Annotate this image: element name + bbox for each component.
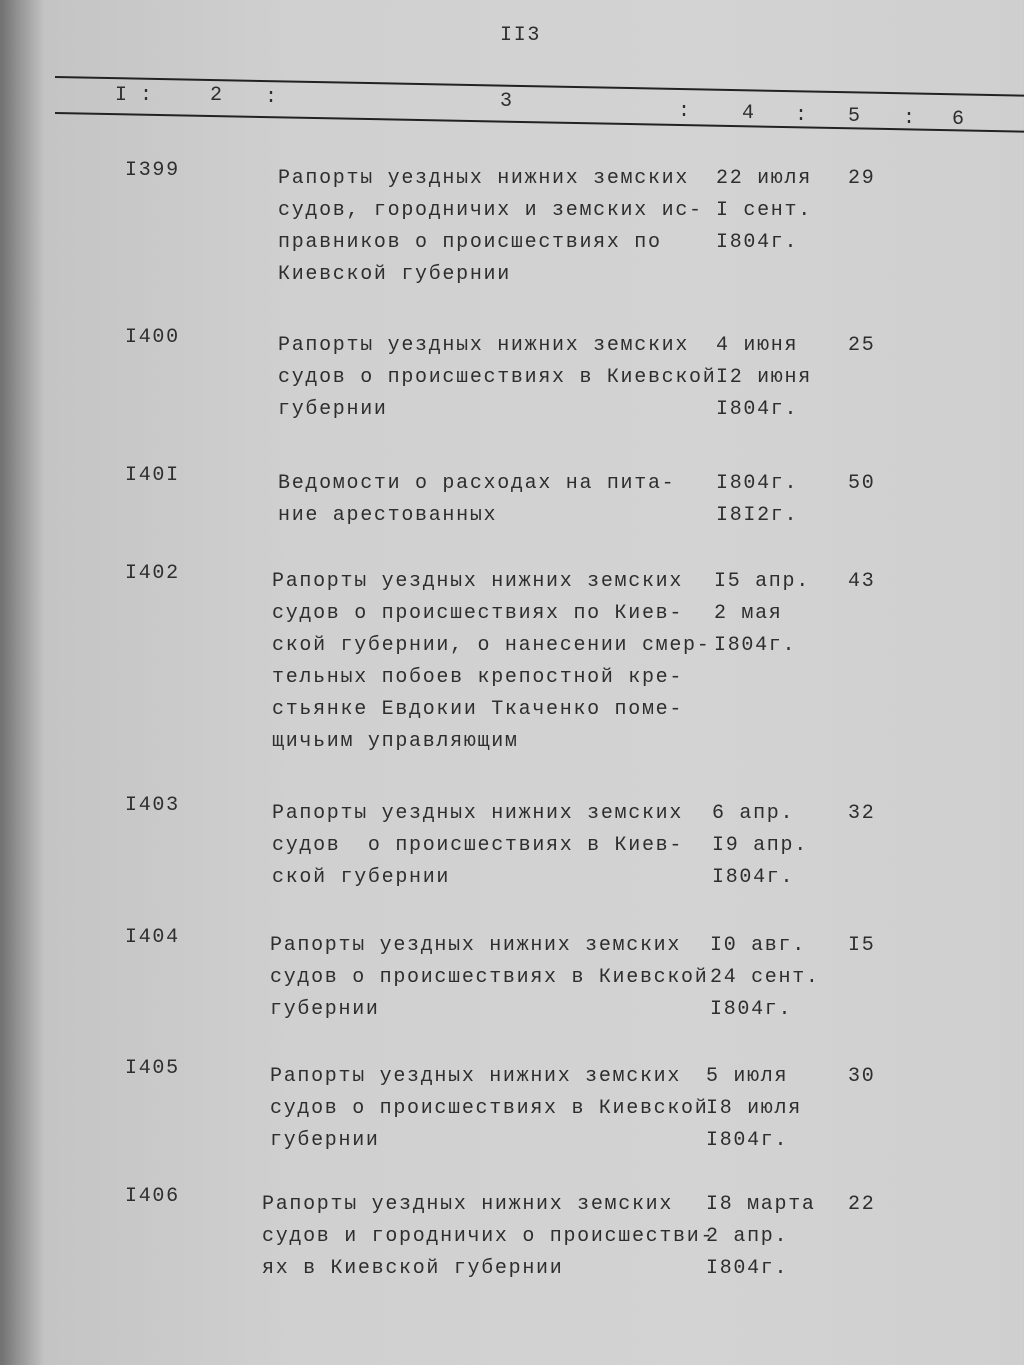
date-line: I804г. bbox=[706, 1257, 789, 1280]
entry-sheet-count: 32 bbox=[848, 802, 876, 825]
date-line: 6 апр. bbox=[712, 802, 795, 825]
date-line: I2 июня bbox=[716, 366, 812, 389]
description-line: Рапорты уездных нижних земских bbox=[272, 570, 684, 593]
date-line: I804г. bbox=[716, 472, 799, 495]
entry-number: I40I bbox=[125, 464, 180, 487]
entry-number: I403 bbox=[125, 794, 180, 817]
entry-dates bbox=[716, 468, 798, 532]
entry-sheet-count: 43 bbox=[848, 570, 876, 593]
description-line: ях в Киевской губернии bbox=[262, 1257, 564, 1280]
entry-dates bbox=[712, 798, 808, 894]
header-rule-top bbox=[55, 76, 1024, 97]
description-line: стьянке Евдокии Ткаченко поме- bbox=[272, 698, 684, 721]
description-line: губернии bbox=[278, 398, 388, 421]
entry-sheet-count: 25 bbox=[848, 334, 876, 357]
description-line: тельных побоев крепостной кре- bbox=[272, 666, 684, 689]
entry-description bbox=[270, 1061, 708, 1157]
date-line: 2 мая bbox=[714, 602, 783, 625]
description-line: судов о происшествиях в Киевской bbox=[270, 966, 709, 989]
date-line: I8 июля bbox=[706, 1097, 802, 1120]
entry-description bbox=[272, 798, 683, 894]
description-line: судов о происшествиях в Киевской bbox=[270, 1097, 709, 1120]
date-line: 22 июля bbox=[716, 167, 812, 190]
date-line: 24 сент. bbox=[710, 966, 820, 989]
date-line: I8I2г. bbox=[716, 504, 799, 527]
column-separator: : bbox=[140, 84, 154, 107]
date-line: I804г. bbox=[712, 866, 795, 889]
description-line: ской губернии bbox=[272, 866, 451, 889]
description-line: судов о происшествиях по Киев- bbox=[272, 602, 684, 625]
description-line: Рапорты уездных нижних земских bbox=[278, 334, 690, 357]
date-line: I сент. bbox=[716, 199, 812, 222]
column-separator: : bbox=[265, 86, 279, 109]
entry-sheet-count: 22 bbox=[848, 1193, 876, 1216]
description-line: Ведомости о расходах на пита- bbox=[278, 472, 676, 495]
entry-description bbox=[278, 330, 716, 426]
entry-dates bbox=[706, 1189, 816, 1285]
date-line: I8 марта bbox=[706, 1193, 816, 1216]
description-line: судов, городничих и земских ис- bbox=[278, 199, 703, 222]
description-line: ние арестованных bbox=[278, 504, 498, 527]
date-line: I804г. bbox=[710, 998, 793, 1021]
date-line: I0 авг. bbox=[710, 934, 806, 957]
description-line: щичьим управляющим bbox=[272, 730, 519, 753]
description-line: ской губернии, о нанесении смер- bbox=[272, 634, 711, 657]
column-separator: : bbox=[795, 104, 809, 127]
entry-number: I402 bbox=[125, 562, 180, 585]
entry-description bbox=[278, 163, 703, 291]
entry-number: I406 bbox=[125, 1185, 180, 1208]
date-line: 5 июля bbox=[706, 1065, 789, 1088]
description-line: судов о происшествиях в Киевской bbox=[278, 366, 717, 389]
page-number: II3 bbox=[500, 24, 542, 47]
description-line: судов и городничих о происшестви- bbox=[262, 1225, 715, 1248]
description-line: судов о происшествиях в Киев- bbox=[272, 834, 684, 857]
column-header-1: I bbox=[115, 84, 129, 107]
entry-number: I400 bbox=[125, 326, 180, 349]
entry-description bbox=[262, 1189, 714, 1285]
column-header-6: 6 bbox=[952, 108, 966, 131]
column-header-2: 2 bbox=[210, 84, 224, 107]
entry-number: I404 bbox=[125, 926, 180, 949]
entry-sheet-count: 30 bbox=[848, 1065, 876, 1088]
date-line: I804г. bbox=[716, 231, 799, 254]
description-line: Рапорты уездных нижних земских bbox=[270, 934, 682, 957]
description-line: Рапорты уездных нижних земских bbox=[272, 802, 684, 825]
entry-dates bbox=[714, 566, 810, 662]
entry-description bbox=[270, 930, 708, 1026]
date-line: 2 апр. bbox=[706, 1225, 789, 1248]
date-line: I5 апр. bbox=[714, 570, 810, 593]
date-line: I804г. bbox=[706, 1129, 789, 1152]
date-line: I9 апр. bbox=[712, 834, 808, 857]
entry-number: I405 bbox=[125, 1057, 180, 1080]
description-line: губернии bbox=[270, 998, 380, 1021]
header-rule-bottom bbox=[55, 112, 1024, 133]
entry-dates bbox=[706, 1061, 802, 1157]
description-line: Рапорты уездных нижних земских bbox=[278, 167, 690, 190]
date-line: 4 июня bbox=[716, 334, 799, 357]
column-header-5: 5 bbox=[848, 105, 862, 128]
description-line: губернии bbox=[270, 1129, 380, 1152]
column-header-4: 4 bbox=[742, 102, 756, 125]
column-separator: : bbox=[903, 107, 917, 130]
entry-sheet-count: I5 bbox=[848, 934, 876, 957]
entry-description bbox=[272, 566, 710, 758]
entry-sheet-count: 29 bbox=[848, 167, 876, 190]
entry-dates bbox=[710, 930, 820, 1026]
entry-sheet-count: 50 bbox=[848, 472, 876, 495]
entry-dates bbox=[716, 330, 812, 426]
date-line: I804г. bbox=[714, 634, 797, 657]
description-line: правников о происшествиях по bbox=[278, 231, 662, 254]
column-header-3: 3 bbox=[500, 90, 514, 113]
description-line: Киевской губернии bbox=[278, 263, 511, 286]
entry-number: I399 bbox=[125, 159, 180, 182]
column-separator: : bbox=[678, 100, 692, 123]
entry-description bbox=[278, 468, 675, 532]
entry-dates bbox=[716, 163, 812, 259]
description-line: Рапорты уездных нижних земских bbox=[262, 1193, 674, 1216]
description-line: Рапорты уездных нижних земских bbox=[270, 1065, 682, 1088]
date-line: I804г. bbox=[716, 398, 799, 421]
